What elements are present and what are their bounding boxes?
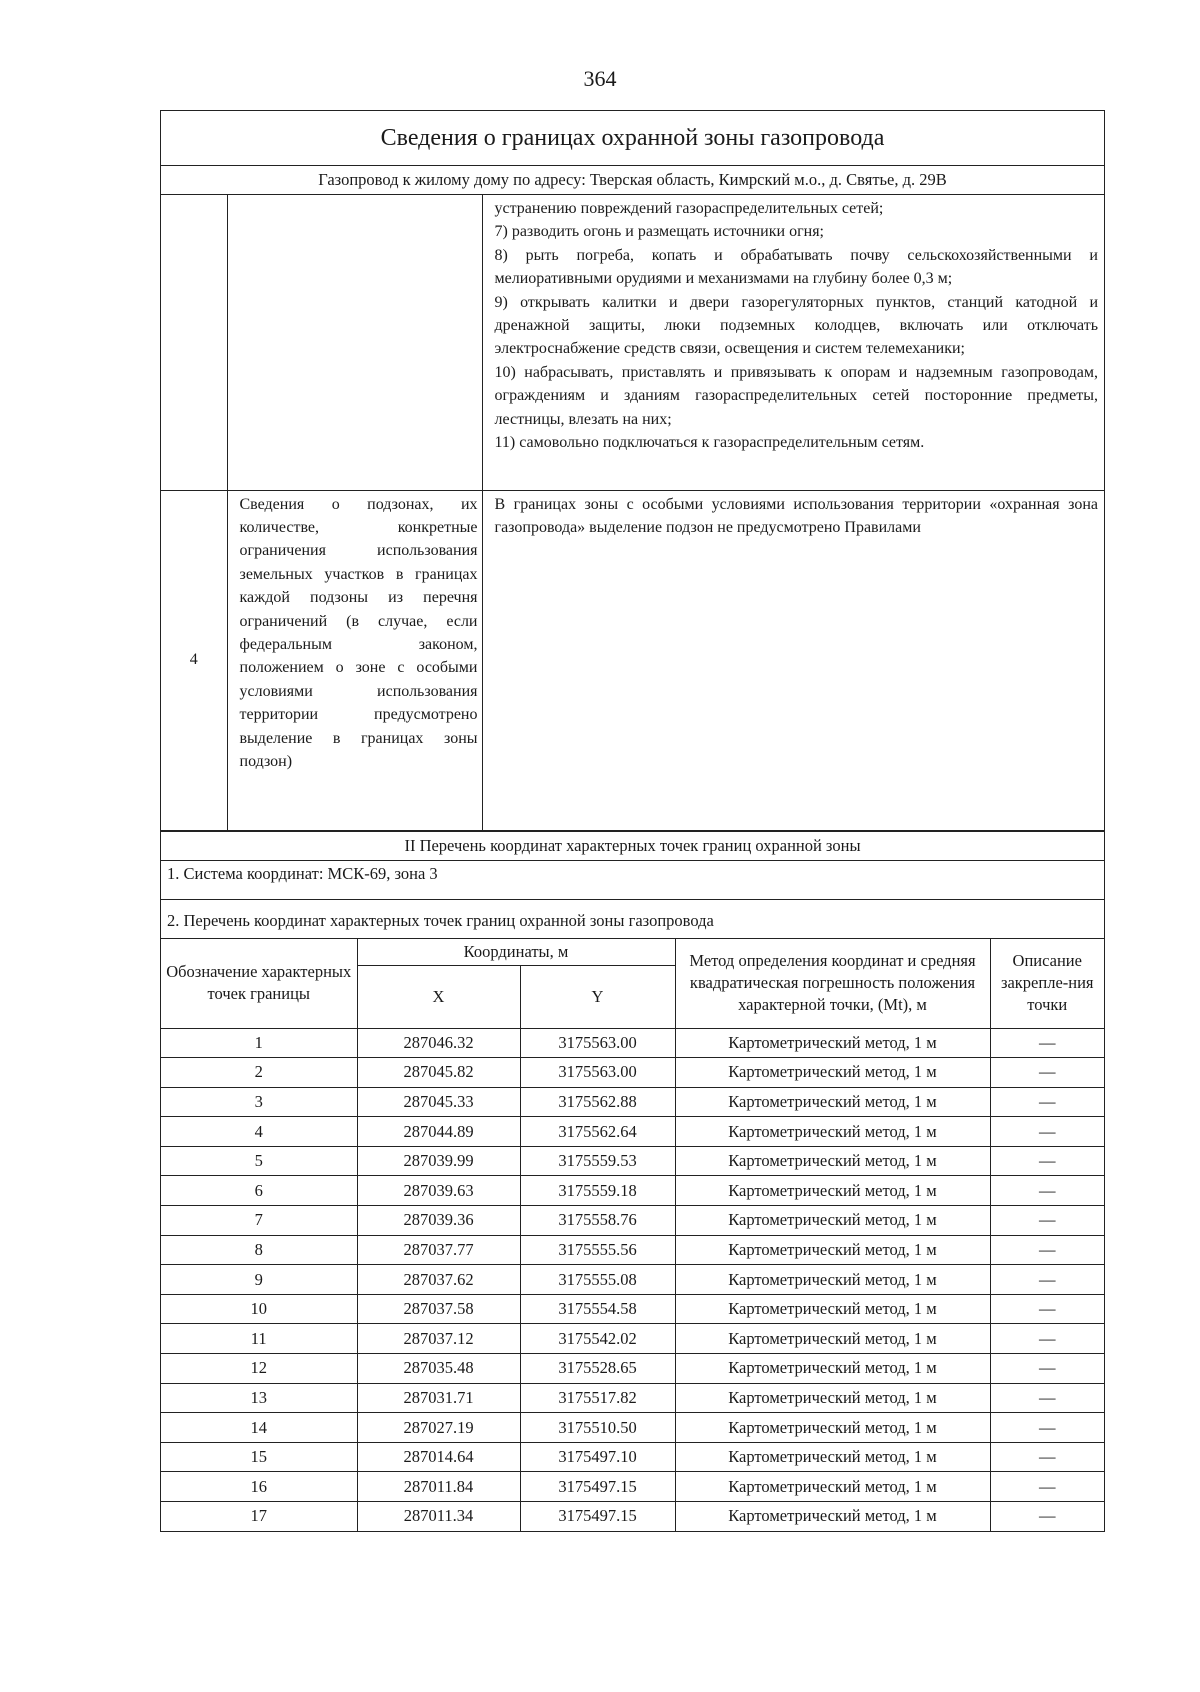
coord-y: 3175517.82 [520,1383,675,1413]
coord-y: 3175563.00 [520,1058,675,1088]
coord-y: 3175555.56 [520,1235,675,1265]
table-row [161,1058,1104,1088]
table-row [161,1146,1104,1176]
coord-x: 287039.63 [357,1176,520,1206]
coord-x: 287035.48 [357,1354,520,1384]
coord-x: 287014.64 [357,1442,520,1472]
row-number-cell [161,195,227,490]
table-row [161,1383,1104,1413]
coord-description: — [990,1502,1104,1531]
coord-x: 287045.33 [357,1087,520,1117]
header-point: Обозначение характерных точек границы [161,939,357,1029]
coord-x: 287037.62 [357,1265,520,1295]
restriction-item: 8) рыть погреба, копать и обрабатывать почву сельскохозяйственными и мелиоративными орудиями и механизмами на глубину более 0,3 м; [494,246,1098,288]
point-number: 15 [161,1442,357,1472]
coord-y: 3175559.53 [520,1146,675,1176]
coord-description: — [990,1117,1104,1147]
coord-x: 287031.71 [357,1383,520,1413]
coord-x: 287039.99 [357,1146,520,1176]
coord-x: 287037.58 [357,1294,520,1324]
point-number: 10 [161,1294,357,1324]
table-row [161,1028,1104,1058]
restrictions-row [161,195,1104,490]
coord-description: — [990,1058,1104,1088]
coord-x: 287046.32 [357,1028,520,1058]
coord-y: 3175497.15 [520,1502,675,1531]
header-coordinates: Координаты, м [357,939,675,966]
coord-method: Картометрический метод, 1 м [675,1502,990,1531]
coord-method: Картометрический метод, 1 м [675,1206,990,1236]
coord-x: 287037.77 [357,1235,520,1265]
table-row [161,1206,1104,1236]
coord-method: Картометрический метод, 1 м [675,1442,990,1472]
coord-x: 287039.36 [357,1206,520,1236]
header-description: Описание закрепле-ния точки [990,939,1104,1029]
coord-x: 287011.34 [357,1502,520,1531]
coord-y: 3175528.65 [520,1354,675,1384]
restriction-item: 7) разводить огонь и размещать источники огня; [494,223,824,241]
point-number: 16 [161,1472,357,1502]
table-row [161,1502,1104,1531]
table-row [161,1294,1104,1324]
document-subtitle: Газопровод к жилому дому по адресу: Тверская область, Кимрский м.о., д. Святье, д. 29В [161,166,1104,195]
coord-y: 3175497.15 [520,1472,675,1502]
coord-method: Картометрический метод, 1 м [675,1028,990,1058]
coord-description: — [990,1235,1104,1265]
coordinates-body [161,1028,1104,1531]
restriction-item: 10) набрасывать, приставлять и привязывать к опорам и надземным газопроводам, ограждениям и зданиям газораспределительных сетей посторонние предметы, лестницы, влезать на них; [494,363,1098,428]
table-row [161,1117,1104,1147]
point-number: 4 [161,1117,357,1147]
table-row [161,1235,1104,1265]
table-row [161,1176,1104,1206]
coord-description: — [990,1442,1104,1472]
coord-y: 3175497.10 [520,1442,675,1472]
coord-description: — [990,1354,1104,1384]
header-x: X [357,965,520,1028]
subzones-label: Сведения о подзонах, их количестве, конкретные ограничения использования земельных участков в границах каждой подзоны из перечня ограничений (в случае, если федеральным законом, положением о зоне с особыми условиями использования территории предусмотрено выделение в границах зоны подзон) [227,490,482,830]
coord-method: Картометрический метод, 1 м [675,1265,990,1295]
table-row [161,1265,1104,1295]
coord-description: — [990,1383,1104,1413]
point-number: 6 [161,1176,357,1206]
table-row [161,1324,1104,1354]
point-number: 8 [161,1235,357,1265]
point-number: 13 [161,1383,357,1413]
coord-x: 287044.89 [357,1117,520,1147]
restriction-item: 9) открывать калитки и двери газорегуляторных пунктов, станций катодной и дренажной защиты, люки подземных колодцев, включать или отключать электроснабжение средств связи, освещения и систем телемеханики; [494,293,1098,358]
coordinate-list-title: 2. Перечень координат характерных точек границ охранной зоны газопровода [161,900,1104,939]
coord-x: 287011.84 [357,1472,520,1502]
restriction-item: устранению повреждений газораспределительных сетей; [494,200,884,217]
coord-method: Картометрический метод, 1 м [675,1146,990,1176]
restriction-item: 11) самовольно подключаться к газораспределительным сетям. [494,434,925,452]
row-label-cell [227,195,482,490]
coord-method: Картометрический метод, 1 м [675,1117,990,1147]
coordinate-system: 1. Система координат: МСК-69, зона 3 [161,861,1104,900]
coordinates-table [161,939,1104,1531]
coord-y: 3175563.00 [520,1028,675,1058]
table-row [161,1442,1104,1472]
point-number: 7 [161,1206,357,1236]
coord-method: Картометрический метод, 1 м [675,1472,990,1502]
table-row [161,1472,1104,1502]
document-title: Сведения о границах охранной зоны газопровода [161,111,1104,166]
coord-method: Картометрический метод, 1 м [675,1176,990,1206]
coord-method: Картометрический метод, 1 м [675,1087,990,1117]
table-row [161,1354,1104,1384]
point-number: 17 [161,1502,357,1531]
subzones-value: В границах зоны с особыми условиями использования территории «охранная зона газопровода» выделение подзон не предусмотрено Правилами [482,490,1104,830]
table-row [161,1087,1104,1117]
coord-y: 3175562.64 [520,1117,675,1147]
subzones-row [161,490,1104,830]
coord-method: Картометрический метод, 1 м [675,1383,990,1413]
table-row [161,1413,1104,1443]
coord-y: 3175555.08 [520,1265,675,1295]
point-number: 3 [161,1087,357,1117]
coord-description: — [990,1413,1104,1443]
coord-y: 3175510.50 [520,1413,675,1443]
point-number: 11 [161,1324,357,1354]
coord-method: Картометрический метод, 1 м [675,1058,990,1088]
point-number: 14 [161,1413,357,1443]
coord-description: — [990,1294,1104,1324]
document-frame [160,110,1105,1532]
coord-description: — [990,1176,1104,1206]
info-table [161,195,1104,831]
row-number: 4 [161,490,227,830]
coordinates-header-row [161,939,1104,966]
coord-description: — [990,1087,1104,1117]
coord-method: Картометрический метод, 1 м [675,1413,990,1443]
coord-description: — [990,1472,1104,1502]
coord-x: 287027.19 [357,1413,520,1443]
restrictions-cell [482,195,1104,490]
section-2-title: II Перечень координат характерных точек границ охранной зоны [161,831,1104,861]
header-y: Y [520,965,675,1028]
coord-method: Картометрический метод, 1 м [675,1324,990,1354]
coord-method: Картометрический метод, 1 м [675,1235,990,1265]
coord-y: 3175542.02 [520,1324,675,1354]
coord-y: 3175562.88 [520,1087,675,1117]
coord-method: Картометрический метод, 1 м [675,1294,990,1324]
coord-x: 287045.82 [357,1058,520,1088]
coord-description: — [990,1206,1104,1236]
page-number: 364 [583,66,617,91]
coord-y: 3175554.58 [520,1294,675,1324]
point-number: 9 [161,1265,357,1295]
point-number: 12 [161,1354,357,1384]
coord-y: 3175558.76 [520,1206,675,1236]
coord-description: — [990,1324,1104,1354]
coord-method: Картометрический метод, 1 м [675,1354,990,1384]
coord-description: — [990,1265,1104,1295]
point-number: 5 [161,1146,357,1176]
coord-description: — [990,1146,1104,1176]
point-number: 2 [161,1058,357,1088]
header-method: Метод определения координат и средняя квадратическая погрешность положения характерной точки, (Mt), м [675,939,990,1029]
coord-description: — [990,1028,1104,1058]
coord-x: 287037.12 [357,1324,520,1354]
point-number: 1 [161,1028,357,1058]
coord-y: 3175559.18 [520,1176,675,1206]
